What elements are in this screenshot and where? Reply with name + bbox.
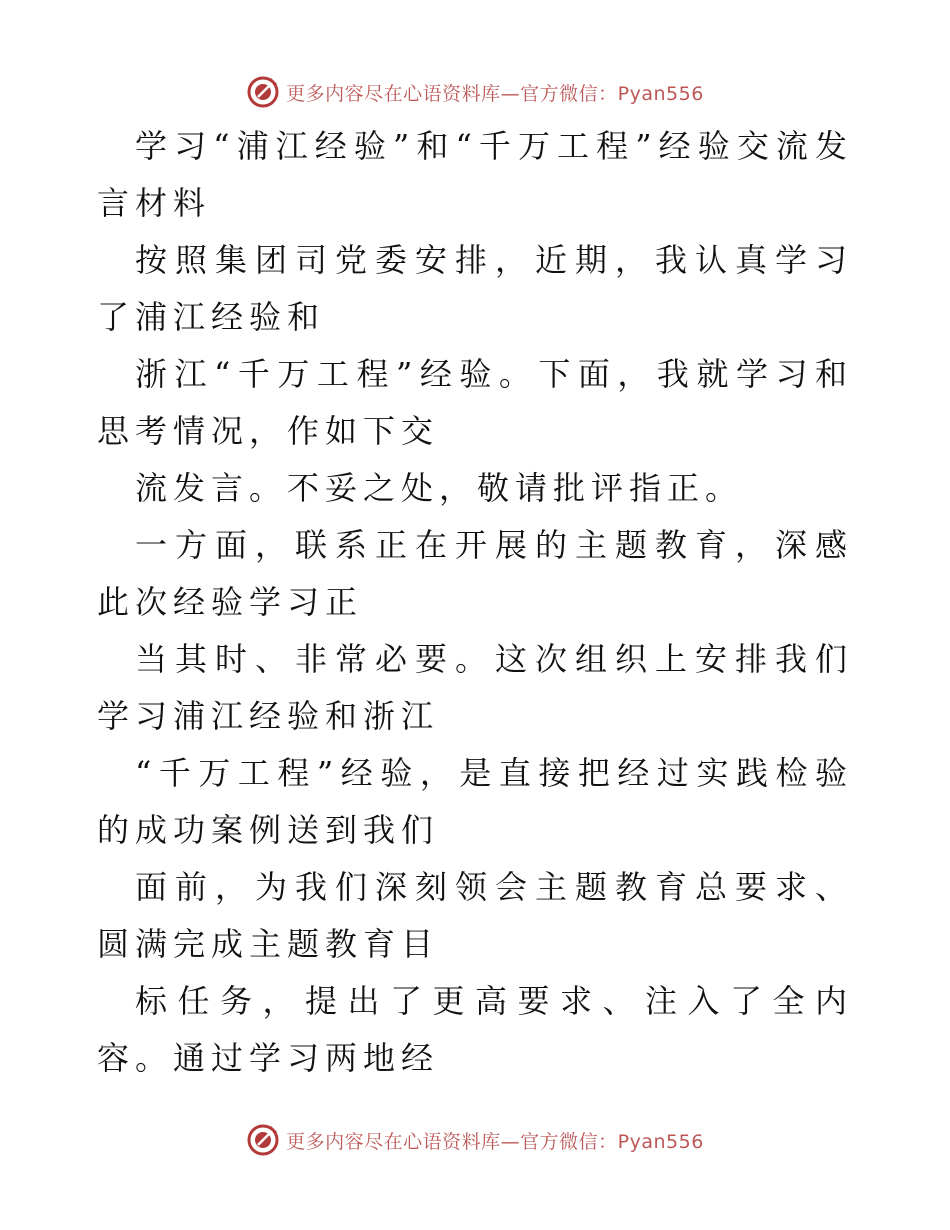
paragraph: 浙江“千万工程”经验。下面，我就学习和思考情况，作如下交 <box>97 355 853 450</box>
watermark-text: 更多内容尽在心语资料库—官方微信：Pyan556 <box>286 82 704 105</box>
paragraph: 按照集团司党委安排，近期，我认真学习了浦江经验和 <box>97 241 853 336</box>
paragraph: 当其时、非常必要。这次组织上安排我们学习浦江经验和浙江 <box>97 640 853 735</box>
watermark-footer <box>0 1120 950 1160</box>
paragraph: 一方面，联系正在开展的主题教育，深感此次经验学习正 <box>97 526 853 621</box>
watermark-text: 更多内容尽在心语资料库—官方微信：Pyan556 <box>286 1130 704 1153</box>
brush-seal-logo-icon <box>246 75 280 109</box>
paragraph-title: 学习“浦江经验”和“千万工程”经验交流发言材料 <box>97 127 853 222</box>
document-body <box>97 118 853 1087</box>
paragraph: 面前，为我们深刻领会主题教育总要求、圆满完成主题教育目 <box>97 868 853 963</box>
paragraph: 标任务，提出了更高要求、注入了全内容。通过学习两地经 <box>97 982 853 1077</box>
watermark-header <box>0 72 950 112</box>
brush-seal-logo-icon <box>246 1123 280 1157</box>
paragraph: 流发言。不妥之处，敬请批评指正。 <box>135 469 744 507</box>
paragraph: “千万工程”经验，是直接把经过实践检验的成功案例送到我们 <box>97 754 853 849</box>
